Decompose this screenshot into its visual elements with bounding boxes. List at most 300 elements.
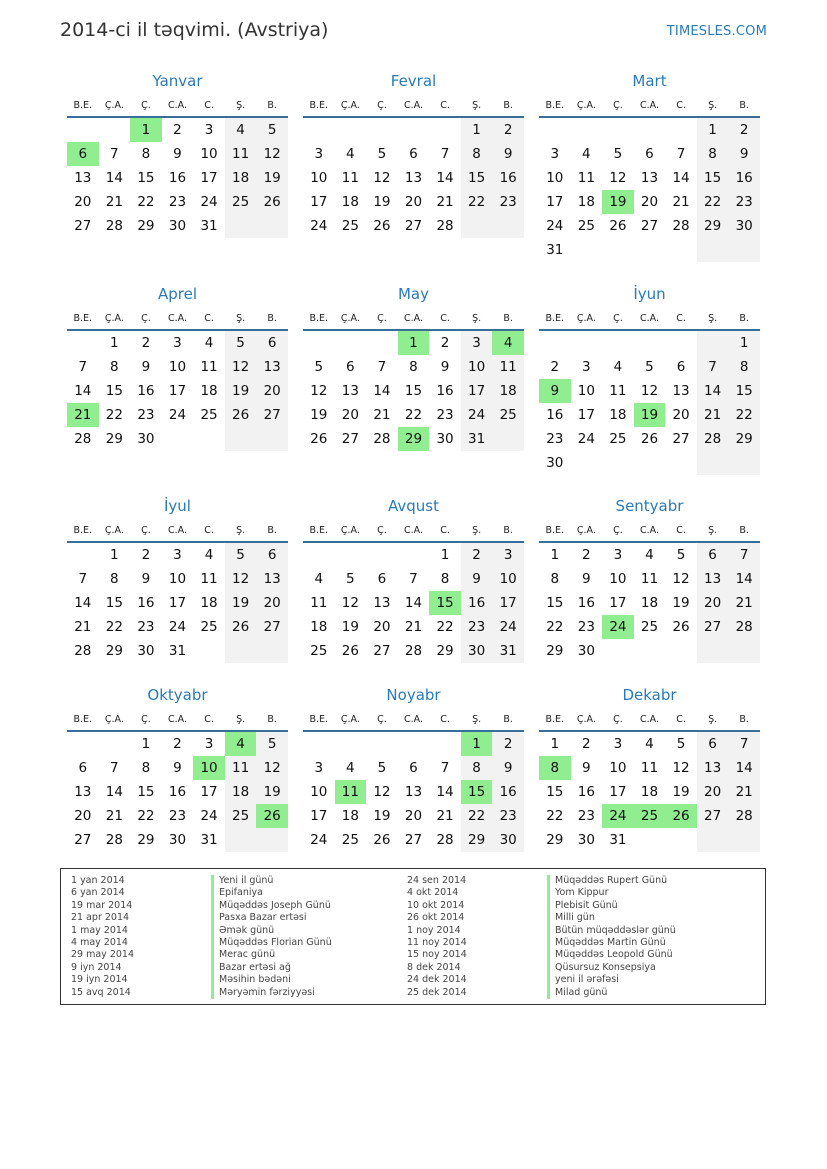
day-cell: 24 xyxy=(200,808,218,824)
day-cell: 31 xyxy=(546,242,564,258)
day-cell: 6 xyxy=(697,732,729,756)
month-name: Sentyabr xyxy=(615,497,684,515)
holiday-name: Yom Kippur xyxy=(547,887,676,899)
day-cell: 4 xyxy=(346,760,355,776)
month-name: Aprel xyxy=(157,285,198,303)
day-cell: 25 xyxy=(200,619,218,635)
day-cell: 12 xyxy=(640,383,659,399)
day-cell: 17 xyxy=(310,808,328,824)
empty-cell xyxy=(665,331,697,355)
day-cell: 14 xyxy=(436,170,454,186)
empty-cell xyxy=(697,828,729,852)
day-cell: 25 xyxy=(577,218,595,234)
empty-cell xyxy=(366,732,398,756)
day-cell: 2 xyxy=(141,547,151,563)
day-cell: 5 xyxy=(676,736,686,752)
holiday-cell: 15 xyxy=(461,780,493,804)
day-cell: 5 xyxy=(346,571,355,587)
day-cell: 26 xyxy=(609,218,627,234)
day-grid xyxy=(303,732,524,852)
day-cell: 19 xyxy=(373,194,391,210)
holiday-cell: 6 xyxy=(67,142,99,166)
day-cell: 29 xyxy=(546,832,564,848)
day-cell: 5 xyxy=(377,146,387,162)
day-cell: 11 xyxy=(640,571,659,587)
day-cell: 23 xyxy=(577,808,595,824)
holiday-date: 19 mar 2014 xyxy=(71,899,133,911)
day-cell: 9 xyxy=(173,146,182,162)
day-cell: 25 xyxy=(310,643,328,659)
day-cell: 27 xyxy=(404,832,423,848)
empty-cell xyxy=(67,732,99,756)
day-cell: 30 xyxy=(461,639,493,663)
holiday-name: Yeni il günü xyxy=(211,875,332,887)
weekday-label: C.A. xyxy=(167,100,187,111)
holiday-date: 4 may 2014 xyxy=(71,936,128,948)
holiday-name: Əmək günü xyxy=(211,925,332,937)
day-cell: 15 xyxy=(546,595,564,611)
day-cell: 20 xyxy=(256,379,288,403)
day-cell: 22 xyxy=(105,619,123,635)
holiday-cell: 4 xyxy=(225,732,257,756)
day-cell: 11 xyxy=(640,760,659,776)
month-name: Yanvar xyxy=(152,72,203,90)
weekday-label: Ç. xyxy=(141,714,151,725)
weekday-label: Ç. xyxy=(141,525,151,536)
empty-cell xyxy=(398,732,430,756)
holiday-name: Müqəddəs Leopold Günü xyxy=(547,949,676,961)
weekday-label: Ç.A. xyxy=(104,100,124,111)
day-cell: 15 xyxy=(105,595,123,611)
weekday-label: B.E. xyxy=(545,100,565,111)
month-2 xyxy=(303,70,524,238)
empty-cell xyxy=(571,238,603,262)
day-cell: 28 xyxy=(728,804,760,828)
day-cell: 14 xyxy=(728,756,760,780)
weekday-label: Ş. xyxy=(472,714,482,725)
day-cell: 17 xyxy=(577,407,595,423)
empty-cell xyxy=(67,118,99,142)
weekday-label: Ç. xyxy=(377,313,387,324)
month-7 xyxy=(67,495,288,663)
day-cell: 15 xyxy=(697,166,729,190)
day-cell: 2 xyxy=(728,118,760,142)
day-cell: 4 xyxy=(582,146,591,162)
day-cell: 11 xyxy=(225,756,257,780)
day-cell: 25 xyxy=(225,804,257,828)
day-cell: 17 xyxy=(168,595,187,611)
weekday-label: Ş. xyxy=(472,313,482,324)
day-cell: 23 xyxy=(461,615,493,639)
day-grid xyxy=(539,118,760,262)
day-cell: 29 xyxy=(461,828,493,852)
day-cell: 10 xyxy=(577,383,595,399)
day-cell: 22 xyxy=(546,808,564,824)
day-cell: 30 xyxy=(492,828,524,852)
day-cell: 2 xyxy=(492,732,524,756)
weekday-label: C. xyxy=(204,714,214,725)
empty-cell xyxy=(256,214,288,238)
holiday-name: Bütün müqəddəslər günü xyxy=(547,925,676,937)
day-cell: 11 xyxy=(200,359,218,375)
empty-cell xyxy=(256,828,288,852)
day-cell: 26 xyxy=(225,403,257,427)
day-cell: 6 xyxy=(409,146,418,162)
weekday-label: Ç.A. xyxy=(576,525,596,536)
weekday-label: B.E. xyxy=(73,313,93,324)
holiday-date: 29 may 2014 xyxy=(71,949,135,961)
day-cell: 31 xyxy=(492,639,524,663)
weekday-label: B.E. xyxy=(545,714,565,725)
day-cell: 21 xyxy=(436,808,454,824)
day-cell: 12 xyxy=(341,595,359,611)
day-cell: 29 xyxy=(546,643,564,659)
day-cell: 9 xyxy=(141,359,151,375)
day-cell: 23 xyxy=(168,808,187,824)
day-cell: 18 xyxy=(341,808,359,824)
holiday-date: 10 okt 2014 xyxy=(407,899,465,911)
day-cell: 22 xyxy=(105,407,123,423)
holiday-cell: 15 xyxy=(429,591,461,615)
day-cell: 21 xyxy=(373,407,391,423)
day-cell: 11 xyxy=(225,142,257,166)
day-cell: 13 xyxy=(404,784,423,800)
holiday-cell: 10 xyxy=(193,756,225,780)
holiday-name: Məsihin bədəni xyxy=(211,974,332,986)
day-cell: 23 xyxy=(546,431,564,447)
weekday-label: Ç. xyxy=(613,525,623,536)
weekday-label: Ç. xyxy=(141,100,151,111)
day-cell: 24 xyxy=(492,615,524,639)
weekday-label: C. xyxy=(676,100,686,111)
day-cell: 6 xyxy=(346,359,355,375)
day-cell: 3 xyxy=(204,122,214,138)
day-cell: 15 xyxy=(461,166,493,190)
weekday-label: Ş. xyxy=(236,525,246,536)
day-cell: 7 xyxy=(728,732,760,756)
weekday-label: B.E. xyxy=(309,100,329,111)
holiday-date: 9 iyn 2014 xyxy=(71,961,122,973)
holiday-cell: 11 xyxy=(335,780,367,804)
day-cell: 17 xyxy=(492,591,524,615)
day-cell: 3 xyxy=(550,146,560,162)
day-cell: 6 xyxy=(676,359,686,375)
day-cell: 19 xyxy=(256,780,288,804)
day-cell: 18 xyxy=(310,619,328,635)
weekday-label: Ç.A. xyxy=(576,100,596,111)
day-cell: 14 xyxy=(105,784,123,800)
day-cell: 23 xyxy=(137,619,155,635)
day-cell: 12 xyxy=(373,170,391,186)
day-cell: 28 xyxy=(404,643,423,659)
day-cell: 20 xyxy=(341,407,359,423)
day-cell: 10 xyxy=(609,760,627,776)
day-cell: 8 xyxy=(409,359,418,375)
holiday-name: Müqəddəs Martin Günü xyxy=(547,937,676,949)
holiday-date: 26 okt 2014 xyxy=(407,912,465,924)
day-cell: 2 xyxy=(461,543,493,567)
day-cell: 7 xyxy=(110,760,119,776)
day-cell: 9 xyxy=(582,760,591,776)
day-cell: 10 xyxy=(492,567,524,591)
day-cell: 29 xyxy=(105,431,123,447)
empty-cell xyxy=(665,118,697,142)
day-cell: 9 xyxy=(492,756,524,780)
day-cell: 16 xyxy=(492,166,524,190)
day-cell: 2 xyxy=(440,335,450,351)
day-cell: 1 xyxy=(461,118,493,142)
holiday-date: 25 dek 2014 xyxy=(407,986,467,998)
day-cell: 11 xyxy=(310,595,328,611)
day-cell: 14 xyxy=(728,567,760,591)
empty-cell xyxy=(634,118,666,142)
month-name: İyul xyxy=(164,497,191,515)
holiday-date: 1 noy 2014 xyxy=(407,924,461,936)
day-cell: 22 xyxy=(697,190,729,214)
weekday-label: B. xyxy=(267,525,277,536)
day-cell: 8 xyxy=(141,146,151,162)
weekday-header xyxy=(539,310,760,331)
empty-cell xyxy=(366,543,398,567)
day-cell: 31 xyxy=(168,643,187,659)
holiday-cell: 9 xyxy=(539,379,571,403)
weekday-header xyxy=(539,711,760,732)
day-cell: 4 xyxy=(613,359,623,375)
day-cell: 18 xyxy=(200,595,218,611)
day-cell: 5 xyxy=(225,331,257,355)
holiday-name: Qüsursuz Konsepsiya xyxy=(547,962,676,974)
day-cell: 6 xyxy=(78,760,88,776)
day-cell: 24 xyxy=(168,619,187,635)
day-cell: 11 xyxy=(609,383,627,399)
day-cell: 17 xyxy=(200,784,218,800)
day-cell: 24 xyxy=(200,194,218,210)
day-cell: 11 xyxy=(492,355,524,379)
day-cell: 21 xyxy=(436,194,454,210)
weekday-label: Ç.A. xyxy=(104,525,124,536)
day-cell: 30 xyxy=(577,832,595,848)
day-cell: 6 xyxy=(256,543,288,567)
day-cell: 13 xyxy=(697,567,729,591)
day-cell: 24 xyxy=(546,218,564,234)
day-cell: 20 xyxy=(640,194,659,210)
day-cell: 15 xyxy=(137,784,155,800)
day-cell: 18 xyxy=(640,784,659,800)
weekday-header xyxy=(303,522,524,543)
day-cell: 19 xyxy=(225,591,257,615)
day-cell: 13 xyxy=(697,756,729,780)
day-cell: 6 xyxy=(256,331,288,355)
month-name: May xyxy=(397,285,429,303)
day-cell: 26 xyxy=(640,431,659,447)
weekday-label: B.E. xyxy=(309,714,329,725)
day-cell: 16 xyxy=(728,166,760,190)
day-cell: 21 xyxy=(728,780,760,804)
day-cell: 9 xyxy=(582,571,591,587)
day-cell: 23 xyxy=(436,407,454,423)
empty-cell xyxy=(225,427,257,451)
weekday-label: C. xyxy=(440,100,450,111)
day-cell: 17 xyxy=(609,784,627,800)
day-cell: 10 xyxy=(461,355,493,379)
day-cell: 10 xyxy=(200,146,218,162)
day-cell: 1 xyxy=(440,547,450,563)
holiday-date: 1 yan 2014 xyxy=(71,875,125,886)
day-cell: 18 xyxy=(200,383,218,399)
empty-cell xyxy=(256,427,288,451)
day-cell: 19 xyxy=(341,619,359,635)
day-cell: 20 xyxy=(256,591,288,615)
day-cell: 6 xyxy=(645,146,654,162)
day-cell: 25 xyxy=(609,431,627,447)
holiday-name: yeni il ərəfəsi xyxy=(547,974,676,986)
day-cell: 20 xyxy=(404,194,423,210)
day-cell: 24 xyxy=(168,407,187,423)
day-cell: 1 xyxy=(141,736,151,752)
empty-cell xyxy=(225,828,257,852)
day-cell: 7 xyxy=(676,146,686,162)
holiday-name: Milad günü xyxy=(547,987,676,999)
holiday-cell: 25 xyxy=(634,804,666,828)
weekday-label: C.A. xyxy=(167,525,187,536)
day-cell: 29 xyxy=(697,214,729,238)
holiday-name: Epifaniya xyxy=(211,887,332,899)
day-cell: 19 xyxy=(256,166,288,190)
day-cell: 24 xyxy=(577,431,595,447)
empty-cell xyxy=(492,214,524,238)
empty-cell xyxy=(303,543,335,567)
day-cell: 16 xyxy=(492,780,524,804)
day-cell: 13 xyxy=(341,383,359,399)
day-cell: 23 xyxy=(577,619,595,635)
holiday-cell: 24 xyxy=(602,615,634,639)
day-cell: 18 xyxy=(492,379,524,403)
day-cell: 17 xyxy=(200,170,218,186)
empty-cell xyxy=(429,118,461,142)
empty-cell xyxy=(193,427,225,451)
holiday-date: 1 may 2014 xyxy=(71,924,128,936)
weekday-header xyxy=(539,97,760,118)
weekday-header xyxy=(67,711,288,732)
day-cell: 25 xyxy=(640,619,659,635)
month-10 xyxy=(67,684,288,852)
day-cell: 7 xyxy=(728,543,760,567)
weekday-label: B.E. xyxy=(545,525,565,536)
weekday-label: Ç.A. xyxy=(576,313,596,324)
day-cell: 12 xyxy=(672,760,690,776)
empty-cell xyxy=(398,118,430,142)
day-cell: 1 xyxy=(728,331,760,355)
empty-cell xyxy=(429,732,461,756)
day-cell: 21 xyxy=(105,808,123,824)
weekday-label: Ç.A. xyxy=(104,714,124,725)
weekday-label: C.A. xyxy=(403,313,423,324)
holiday-name: Bazar ertəsi ağ xyxy=(211,962,332,974)
weekday-label: Ş. xyxy=(708,100,718,111)
weekday-label: B.E. xyxy=(309,525,329,536)
day-cell: 25 xyxy=(225,190,257,214)
day-cell: 25 xyxy=(341,218,359,234)
day-cell: 28 xyxy=(728,615,760,639)
empty-cell xyxy=(602,118,634,142)
day-cell: 22 xyxy=(461,190,493,214)
day-cell: 27 xyxy=(74,218,92,234)
day-cell: 3 xyxy=(613,736,623,752)
weekday-label: C.A. xyxy=(167,313,187,324)
day-cell: 10 xyxy=(609,571,627,587)
empty-cell xyxy=(398,543,430,567)
day-cell: 16 xyxy=(137,595,155,611)
weekday-label: C. xyxy=(440,714,450,725)
day-cell: 12 xyxy=(609,170,627,186)
day-cell: 27 xyxy=(697,804,729,828)
day-cell: 30 xyxy=(137,431,155,447)
day-cell: 28 xyxy=(697,427,729,451)
holiday-name: Milli gün xyxy=(547,912,676,924)
holiday-name: Müqəddəs Rupert Günü xyxy=(547,875,676,887)
day-cell: 31 xyxy=(461,427,493,451)
month-name: Mart xyxy=(632,72,667,90)
day-cell: 9 xyxy=(492,142,524,166)
day-grid xyxy=(67,543,288,663)
holiday-date: 21 apr 2014 xyxy=(71,912,130,924)
day-cell: 27 xyxy=(373,643,391,659)
day-cell: 28 xyxy=(436,832,454,848)
day-cell: 2 xyxy=(173,736,182,752)
holiday-date: 15 noy 2014 xyxy=(407,949,467,961)
day-grid xyxy=(303,118,524,238)
weekday-label: Ç. xyxy=(613,100,623,111)
weekday-label: Ç. xyxy=(377,525,387,536)
day-cell: 27 xyxy=(697,615,729,639)
weekday-label: C.A. xyxy=(639,100,659,111)
day-cell: 19 xyxy=(672,784,690,800)
day-cell: 22 xyxy=(546,619,564,635)
empty-cell xyxy=(602,639,634,663)
day-cell: 28 xyxy=(436,218,454,234)
holiday-date: 19 iyn 2014 xyxy=(71,974,128,986)
day-cell: 10 xyxy=(546,170,564,186)
empty-cell xyxy=(335,331,367,355)
day-cell: 12 xyxy=(256,756,288,780)
day-cell: 27 xyxy=(256,403,288,427)
empty-cell xyxy=(366,331,398,355)
weekday-label: C.A. xyxy=(639,313,659,324)
empty-cell xyxy=(602,331,634,355)
empty-cell xyxy=(366,118,398,142)
day-cell: 16 xyxy=(137,383,155,399)
day-cell: 9 xyxy=(728,142,760,166)
day-cell: 13 xyxy=(256,355,288,379)
day-cell: 22 xyxy=(461,804,493,828)
brand-link[interactable]: TIMESLES.COM xyxy=(666,24,767,39)
day-cell: 23 xyxy=(492,190,524,214)
day-cell: 30 xyxy=(546,455,564,471)
empty-cell xyxy=(634,451,666,475)
day-cell: 8 xyxy=(728,355,760,379)
day-cell: 3 xyxy=(204,736,214,752)
empty-cell xyxy=(303,118,335,142)
day-cell: 18 xyxy=(640,595,659,611)
day-cell: 20 xyxy=(373,619,391,635)
day-cell: 5 xyxy=(645,359,654,375)
day-cell: 26 xyxy=(672,619,690,635)
day-cell: 23 xyxy=(492,804,524,828)
day-cell: 28 xyxy=(74,431,92,447)
holiday-date: 24 dek 2014 xyxy=(407,974,467,986)
weekday-label: C.A. xyxy=(403,525,423,536)
weekday-label: Ç.A. xyxy=(576,714,596,725)
